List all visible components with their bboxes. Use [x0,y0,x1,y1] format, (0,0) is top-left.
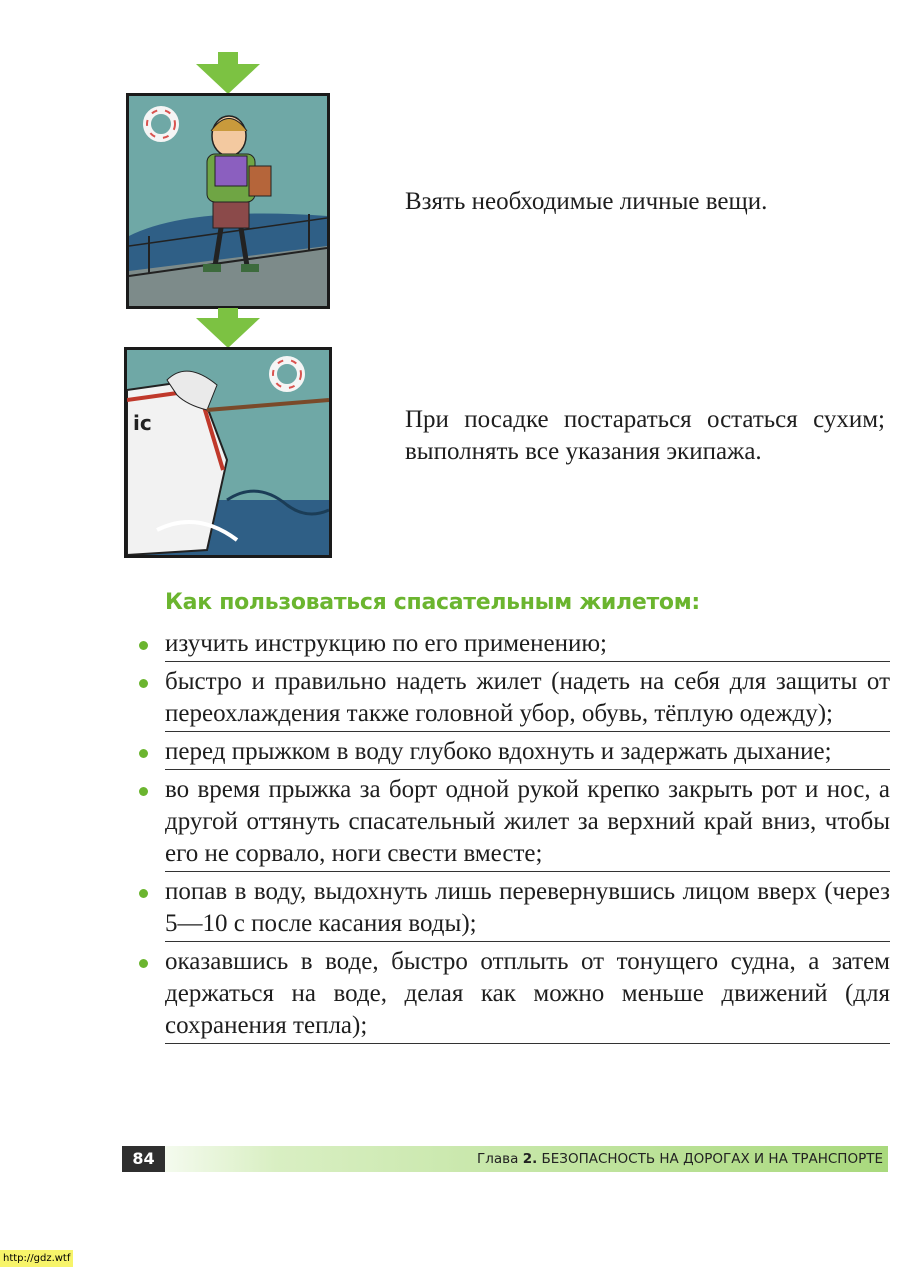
caption-boarding-instructions: При посадке постараться остаться сухим; выполнять все указания экипажа. [405,406,885,465]
list-item [136,876,890,942]
illustration-girl-with-belongings [126,93,330,309]
down-arrow-icon [196,52,260,94]
svg-text:ic: ic [133,411,152,435]
list-item-text: изучить инструкцию по его применению; [165,628,890,662]
chapter-title: БЕЗОПАСНОСТЬ НА ДОРОГАХ И НА ТРАНСПОРТЕ [541,1151,883,1167]
life-vest-instructions-list [136,628,890,1048]
bullet-icon [139,749,148,758]
down-arrow-icon [196,308,260,348]
chapter-running-header [477,1146,883,1172]
list-item [136,736,890,770]
list-item [136,774,890,872]
section-heading: Как пользоваться спасательным жилетом: [165,590,700,615]
list-item-text: быстро и правильно надеть жилет (надеть на себя для защиты от переохлаждения также головной убор, обувь, тёплую одежду); [165,666,890,732]
bullet-icon [139,679,148,688]
list-item-text: во время прыжка за борт одной рукой крепко закрыть рот и нос, а другой оттянуть спасательный жилет за верхний край вниз, чтобы его не сорвало, ноги свести вместе; [165,774,890,872]
list-item [136,628,890,662]
list-item-text: попав в воду, выдохнуть лишь перевернувшись лицом вверх (через 5—10 с после касания воды); [165,876,890,942]
bullet-icon [139,787,148,796]
bullet-icon [139,959,148,968]
list-item [136,946,890,1044]
bullet-icon [139,641,148,650]
caption-take-belongings: Взять необходимые личные вещи. [405,188,768,215]
list-item [136,666,890,732]
list-item-text: оказавшись в воде, быстро отплыть от тонущего судна, а затем держаться на воде, делая как можно меньше движений (для сохранения тепла); [165,946,890,1044]
watermark-link[interactable]: http://gdz.wtf [0,1250,73,1267]
chapter-number: 2. [522,1151,538,1167]
chapter-label: Глава [477,1151,519,1167]
page-number: 84 [122,1146,165,1172]
illustration-boarding-boat [124,347,332,558]
list-item-text: перед прыжком в воду глубоко вдохнуть и задержать дыхание; [165,736,890,770]
bullet-icon [139,889,148,898]
